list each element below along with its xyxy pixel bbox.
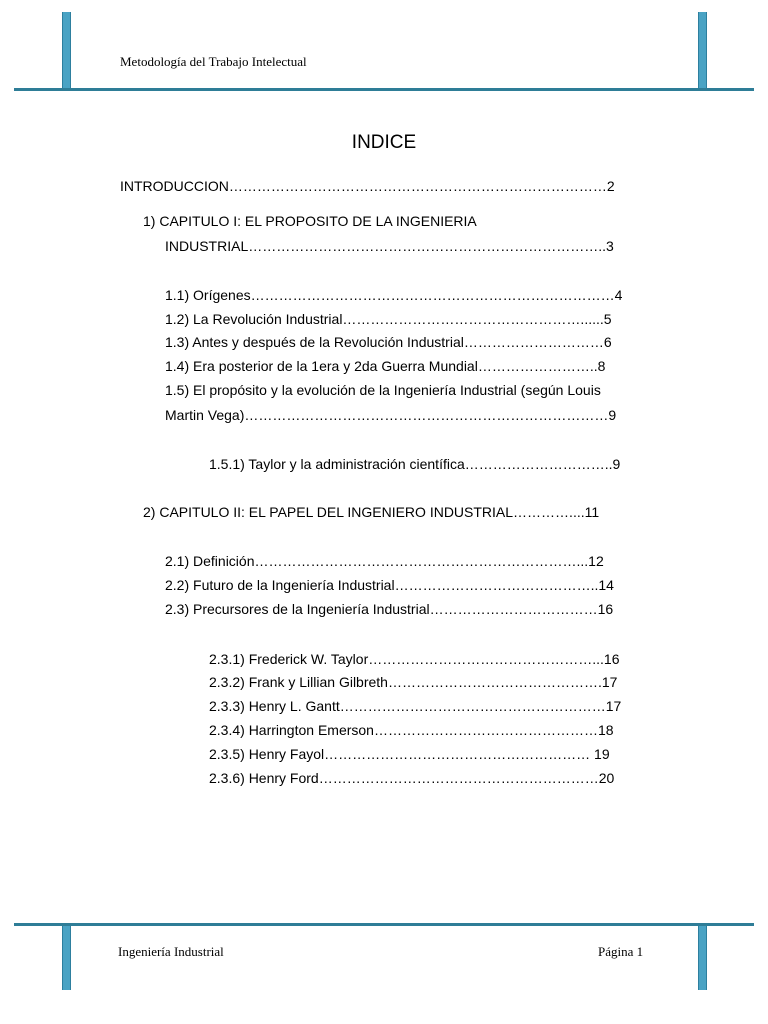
toc-entry-1-5-1[interactable]: 1.5.1) Taylor y la administración científica…………………………..9 [209,456,621,472]
header-left-bar [62,12,71,88]
running-footer-left: Ingeniería Industrial [118,944,224,959]
toc-entry-1-1[interactable]: 1.1) Orígenes……………………………………………………………………4 [165,287,623,303]
header-rule [14,88,754,91]
toc-entry-1-3[interactable]: 1.3) Antes y después de la Revolución Industrial…………………………6 [165,334,612,350]
toc-entry-1-4[interactable]: 1.4) Era posterior de la 1era y 2da Guerra Mundial……………………..8 [165,358,606,374]
toc-entry-capitulo-1[interactable]: 1) CAPITULO I: EL PROPOSITO DE LA INGENIERIA [143,213,477,229]
toc-entry-2-1[interactable]: 2.1) Definición……………………………………………………………...12 [165,553,604,569]
toc-entry-2-3-4[interactable]: 2.3.4) Harrington Emerson…………………………………………18 [209,722,614,738]
toc-entry-2-3-1[interactable]: 2.3.1) Frederick W. Taylor…………………………………………...16 [209,651,620,667]
running-header: Metodología del Trabajo Intelectual [120,54,307,69]
toc-entry-capitulo-2[interactable]: 2) CAPITULO II: EL PAPEL DEL INGENIERO INDUSTRIAL…………....11 [143,504,600,520]
page-number: Página 1 [598,944,644,959]
toc-entry-2-3[interactable]: 2.3) Precursores de la Ingeniería Industrial………………………………16 [165,601,614,617]
footer-left-bar [62,926,71,990]
toc-entry-2-3-2[interactable]: 2.3.2) Frank y Lillian Gilbreth……………………………………….17 [209,674,618,690]
header-right-bar [698,12,707,88]
toc-entry-1-5-cont[interactable]: Martin Vega)……………………………………………………………………9 [165,407,617,423]
toc-entry-2-3-6[interactable]: 2.3.6) Henry Ford……………………………………………………20 [209,770,615,786]
footer-right-bar [698,926,707,990]
toc-entry-2-2[interactable]: 2.2) Futuro de la Ingeniería Industrial……………………………………..14 [165,577,614,593]
toc-entry-2-3-5[interactable]: 2.3.5) Henry Fayol………………………………………………… 19 [209,746,610,762]
toc-entry-capitulo-1-cont[interactable]: INDUSTRIAL…………………………………………………………………..3 [165,238,614,254]
toc-entry-2-3-3[interactable]: 2.3.3) Henry L. Gantt…………………………………………………17 [209,698,622,714]
toc-entry-introduccion[interactable]: INTRODUCCION………………………………………………………………………2 [120,178,615,194]
toc-entry-1-5[interactable]: 1.5) El propósito y la evolución de la Ingeniería Industrial (según Louis [165,382,601,398]
footer-rule [14,923,754,926]
page-title: INDICE [351,132,417,153]
toc-entry-1-2[interactable]: 1.2) La Revolución Industrial……………………………………………......5 [165,311,612,327]
